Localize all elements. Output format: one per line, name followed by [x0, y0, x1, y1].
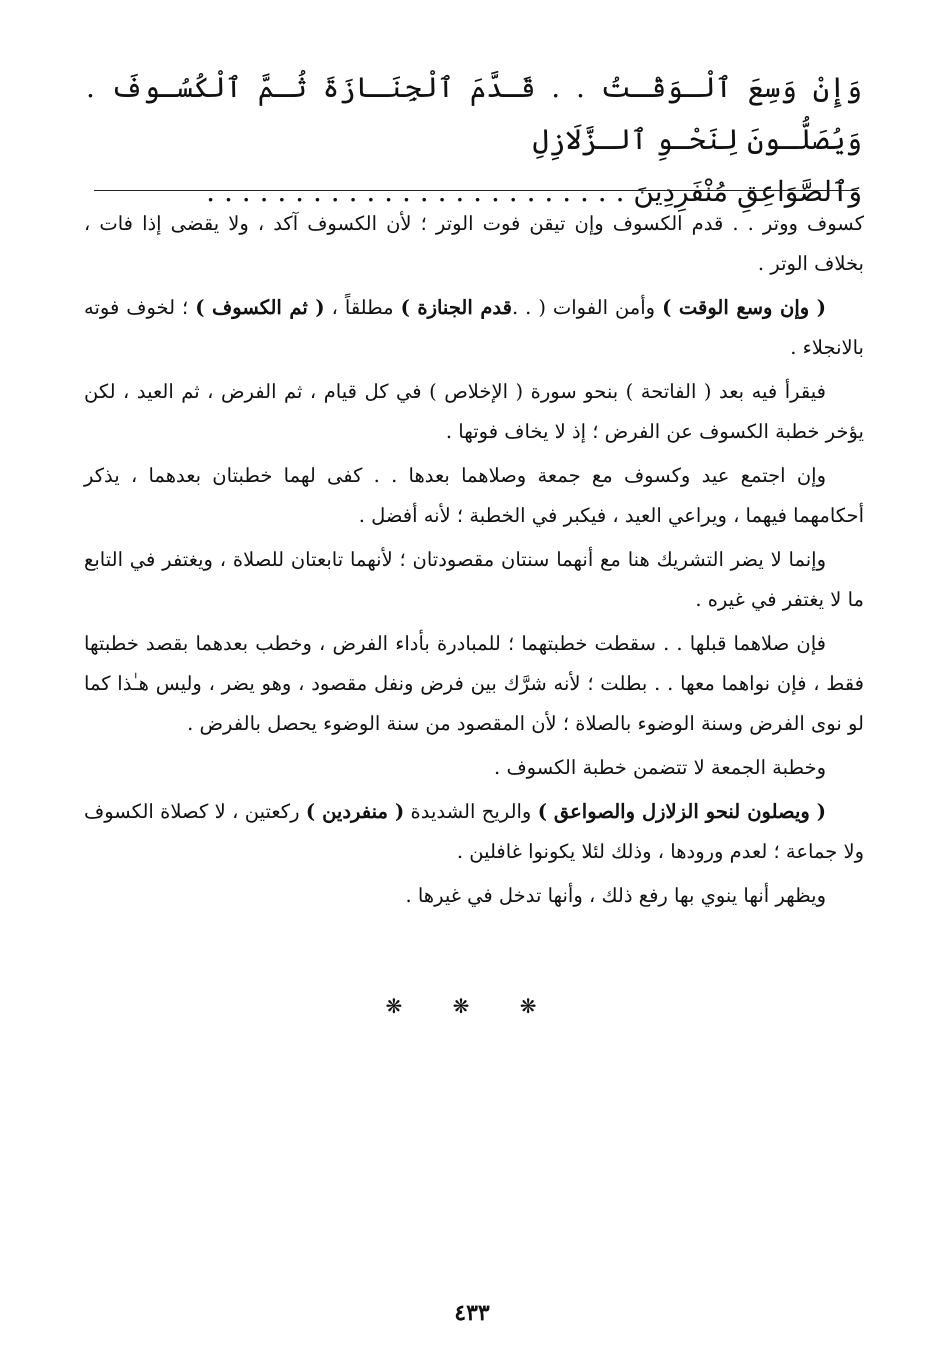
section-ornament: ❋ ❋ ❋: [385, 994, 559, 1018]
separator-rule: [94, 190, 858, 191]
matn-line-text: وَٱلصَّوَاعِقِ مُنْفَرِدِينَ: [633, 175, 862, 208]
paragraph: فيقرأ فيه بعد ( الفاتحة ) بنحو سورة ( الإخلاص ) في كل قيام ، ثم الفرض ، ثم العيد ، لكن يؤخر خطبة الكسوف عن الفرض ؛ إذ لا يخاف فوتها .: [84, 380, 864, 443]
paragraph: وإنما لا يضر التشريك هنا مع أنهما سنتان مقصودتان ؛ لأنهما تابعتان للصلاة ، ويغتفر في التابع ما لا يغتفر في غيره .: [84, 548, 864, 611]
paragraph: ويظهر أنها ينوي بها رفع ذلك ، وأنها تدخل في غيرها .: [405, 884, 826, 907]
page-number: ٤٣٣: [454, 1300, 490, 1326]
matn-quote: قدم الجنازة ): [400, 296, 512, 319]
paragraph: فإن صلاهما قبلها . . سقطت خطبتهما ؛ للمبادرة بأداء الفرض ، وخطب بعدهما بقصد خطبتها فقط ، فإن نواهما معها . . بطلت ؛ لأنه شرَّك بين فرض ونفل مقصود ، وهو يضر ، وليس هـٰذا كما لو نوى الفرض وسنة الوضوء بالصلاة ؛ لأن المقصود من سنة الوضوء يحصل بالفرض .: [84, 632, 864, 735]
commentary-text: [84, 204, 864, 920]
matn-quote: ( وإن وسع الوقت ): [662, 296, 826, 319]
matn-quote: ( ويصلون لنحو الزلازل والصواعق ): [537, 800, 826, 823]
matn-text: [86, 62, 862, 218]
paragraph: [84, 792, 864, 872]
paragraph-text: والريح الشديدة: [404, 800, 538, 823]
paragraph: [84, 288, 864, 368]
paragraph-text: مطلقاً ،: [324, 296, 401, 319]
paragraph: كسوف ووتر . . قدم الكسوف وإن تيقن فوت الوتر ؛ لأن الكسوف آكد ، ولا يقضى إذا فات ، بخلاف الوتر .: [84, 212, 864, 275]
paragraph-text: وأمن الفوات ( . .: [511, 296, 663, 319]
paragraph-text: ركعتين ، لا كصلاة الكسوف ولا جماعة ؛ لعدم ورودها ، وذلك لئلا يكونوا غافلين .: [84, 800, 864, 863]
matn-line: وَإِنْ وَسِعَ ٱلْـوَقْـتُ . . قَـدَّمَ ٱلْجِنَـازَةَ ثُـمَّ ٱلْكُسُـوفَ . وَيُصَلُّـونَ لِنَحْـوِ ٱلـزَّلَازِلِ: [86, 71, 862, 156]
matn-dots: . . . . . . . . . . . . . . . . . . . . . . . .: [206, 175, 625, 208]
paragraph-text: ؛ لخوف فوته بالانجلاء .: [84, 296, 864, 359]
paragraph: وخطبة الجمعة لا تتضمن خطبة الكسوف .: [494, 756, 826, 779]
paragraph: وإن اجتمع عيد وكسوف مع جمعة وصلاهما بعدها . . كفى لهما خطبتان بعدهما ، يذكر أحكامهما فيهما ، ويراعي العيد ، فيكبر في الخطبة ؛ لأنه أفضل .: [84, 464, 864, 527]
matn-quote: ( ثم الكسوف ): [195, 296, 325, 319]
matn-quote: ( منفردين ): [305, 800, 405, 823]
